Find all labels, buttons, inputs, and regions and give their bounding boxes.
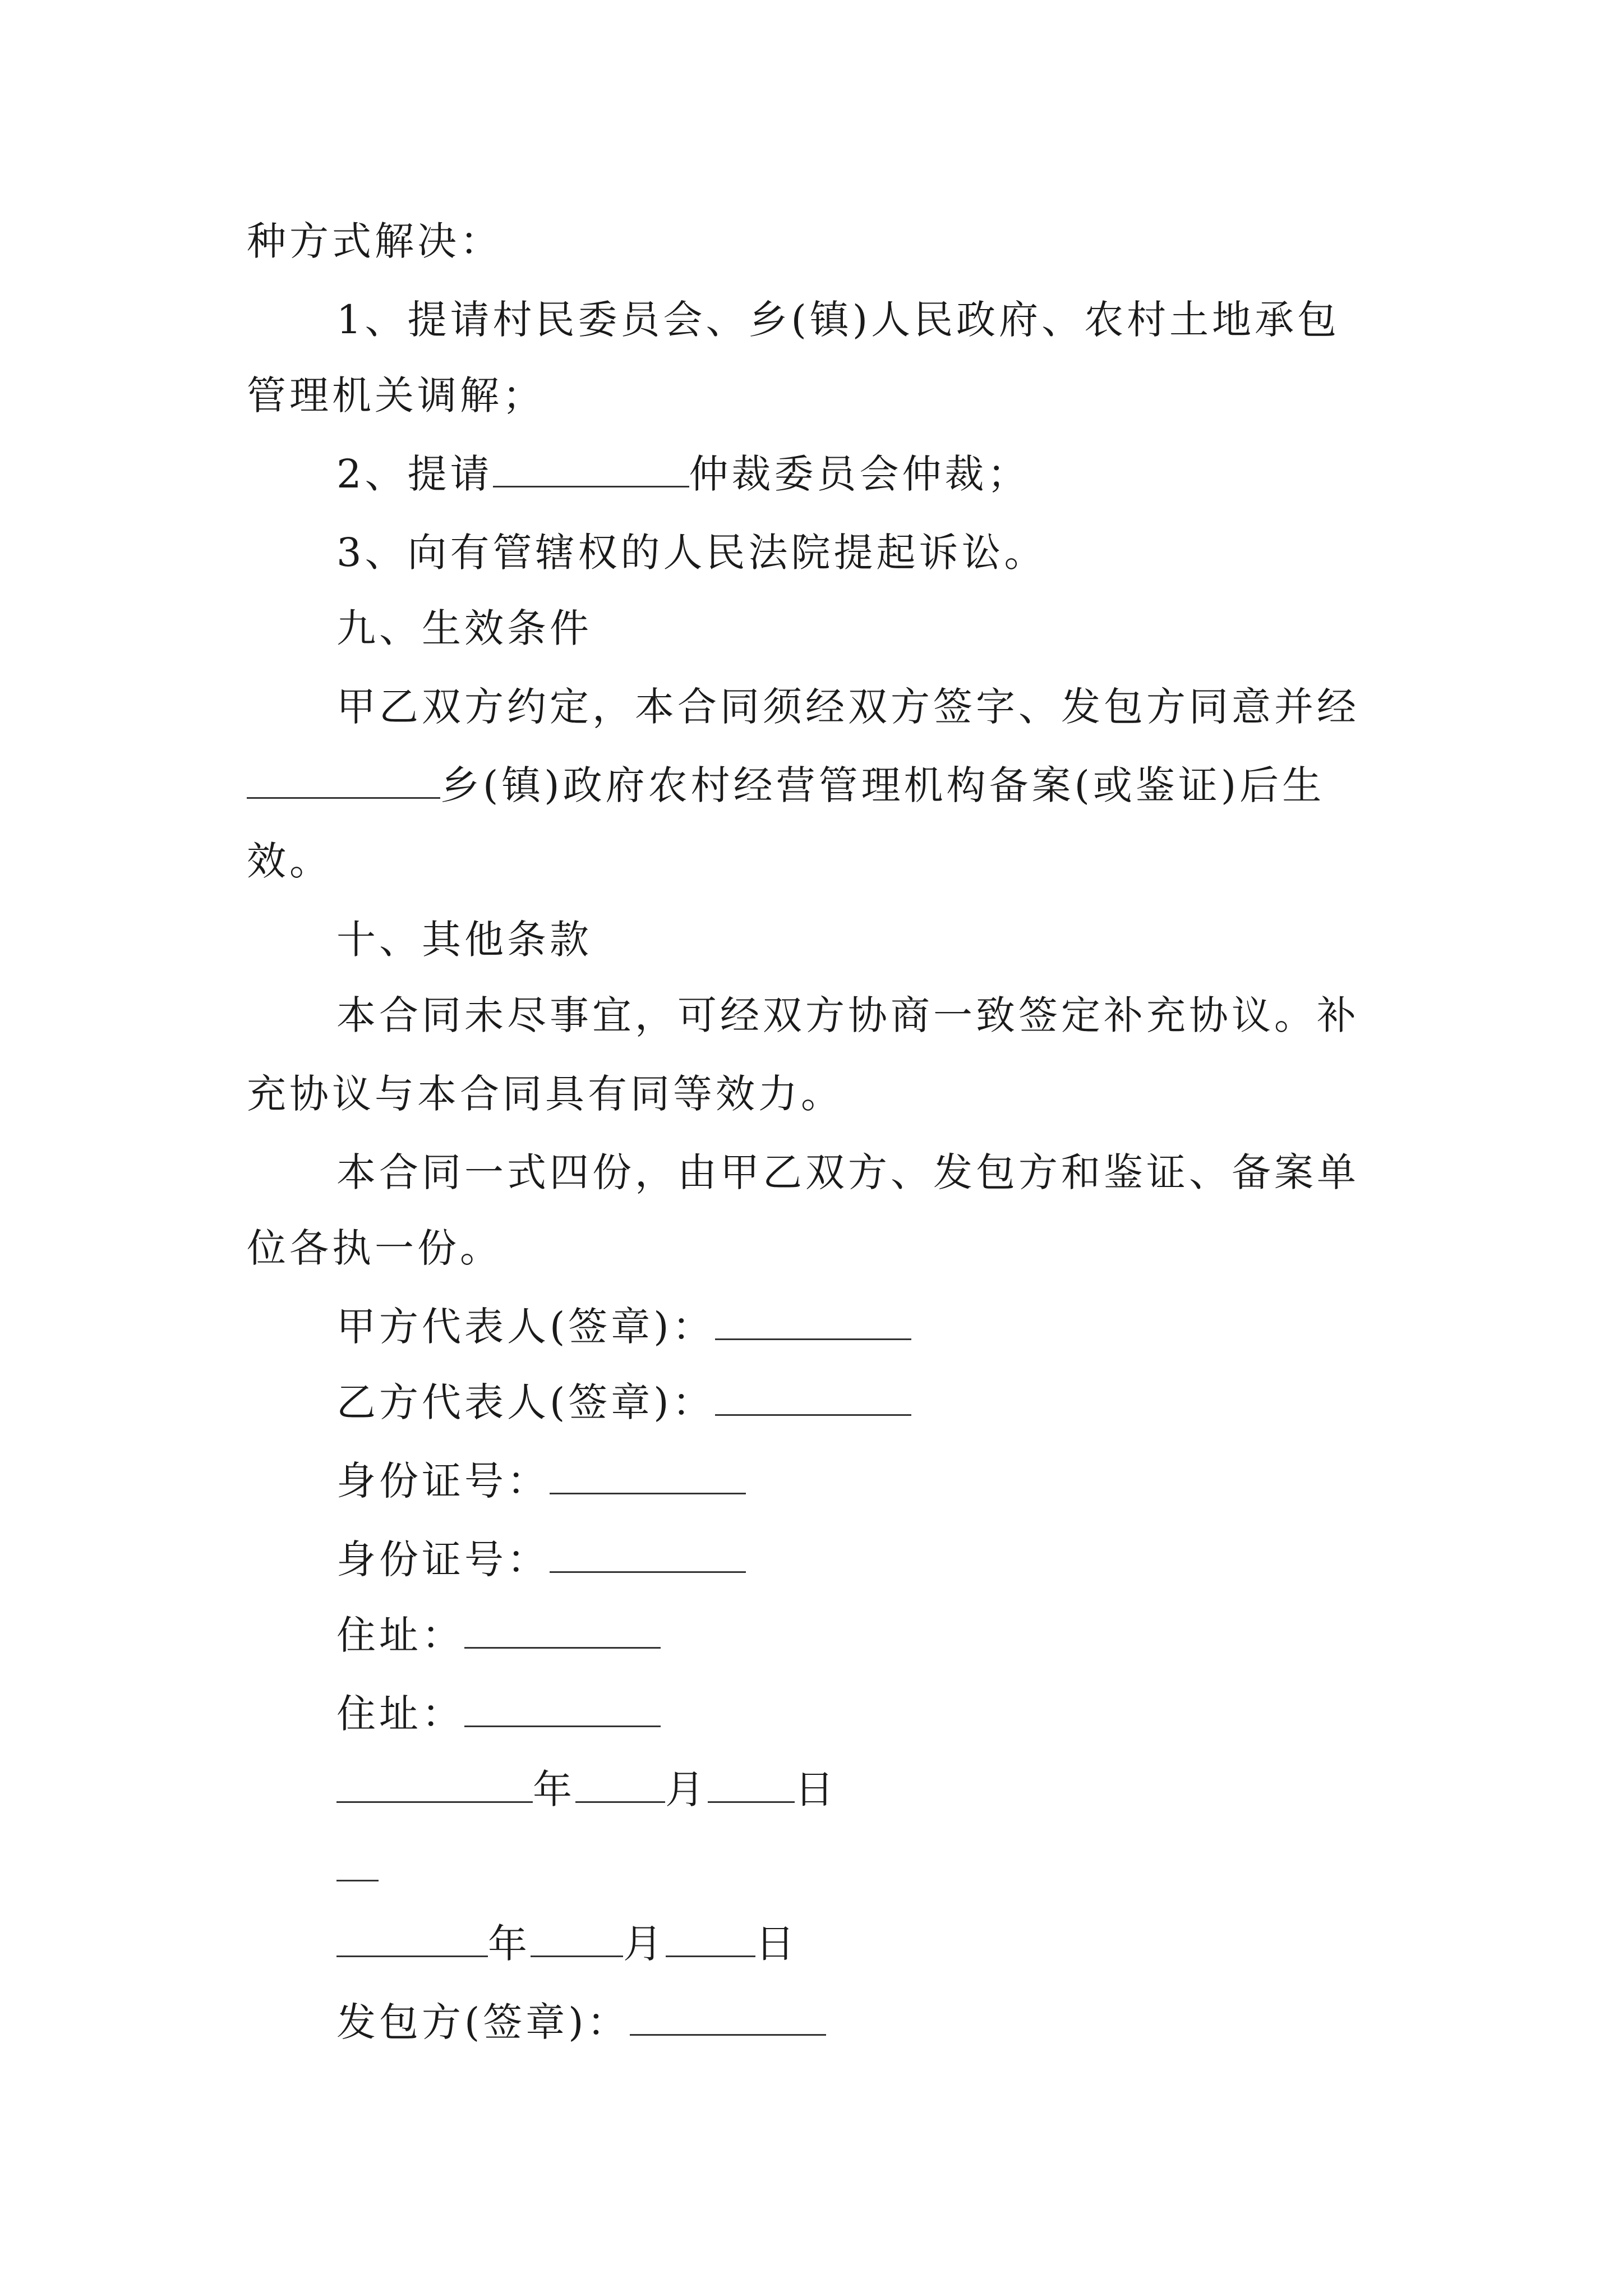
text-line <box>336 451 1030 497</box>
address-field <box>464 1616 661 1649</box>
text-span: 1、提请村民委员会、乡(镇)人民政府、农村土地承包 <box>336 297 1340 343</box>
text-line <box>336 530 1047 576</box>
signature-line <box>336 1379 911 1425</box>
text-span: 充协议与本合同具有同等效力。 <box>247 1071 843 1117</box>
text-line <box>247 1071 843 1117</box>
text-line <box>247 372 545 418</box>
label: 住址： <box>336 1612 464 1658</box>
id-number-line <box>336 1536 746 1582</box>
label: 日 <box>795 1766 837 1812</box>
label: 身份证号： <box>336 1536 550 1582</box>
text-line <box>336 297 1340 343</box>
label: 月 <box>623 1921 666 1967</box>
day-field <box>666 1924 755 1957</box>
id-number-field <box>550 1540 746 1573</box>
short-blank-line <box>336 1848 379 1888</box>
text-span: 十、其他条款 <box>336 917 592 963</box>
text-span: 九、生效条件 <box>336 605 592 651</box>
section-heading <box>336 917 592 963</box>
id-number-line <box>336 1458 746 1504</box>
signature-field <box>630 2003 826 2036</box>
label: 年 <box>488 1921 531 1967</box>
label: 身份证号： <box>336 1458 550 1504</box>
label: 日 <box>755 1921 798 1967</box>
date-line <box>336 1921 798 1967</box>
text-span: 乡(镇)政府农村经营管理机构备案(或鉴证)后生 <box>440 762 1325 808</box>
address-line <box>336 1691 661 1737</box>
blank-field <box>493 454 689 487</box>
label: 甲方代表人(签章)： <box>336 1304 715 1350</box>
signature-field <box>715 1307 911 1340</box>
text-span: 仲裁委员会仲裁； <box>689 451 1030 497</box>
text-span: 管理机关调解； <box>247 372 545 418</box>
blank-field <box>247 766 440 799</box>
text-line <box>247 218 502 264</box>
signature-field <box>715 1383 911 1416</box>
text-span: 本合同一式四份，由甲乙双方、发包方和鉴证、备案单 <box>336 1149 1359 1195</box>
text-line <box>247 1225 502 1271</box>
text-line <box>247 762 1325 808</box>
text-span: 本合同未尽事宜，可经双方协商一致签定补充协议。补 <box>336 992 1359 1038</box>
label: 月 <box>665 1766 708 1812</box>
text-span: 2、提请 <box>336 451 493 497</box>
label: 年 <box>533 1766 575 1812</box>
blank-field <box>336 1848 379 1881</box>
text-line <box>247 838 332 884</box>
year-field <box>336 1924 488 1957</box>
label: 乙方代表人(签章)： <box>336 1379 715 1425</box>
label: 发包方(签章)： <box>336 1999 630 2045</box>
date-line <box>336 1766 837 1812</box>
signature-line <box>336 1999 826 2045</box>
section-heading <box>336 605 592 651</box>
year-field <box>336 1770 533 1803</box>
text-line <box>336 1149 1359 1195</box>
address-line <box>336 1612 661 1658</box>
text-line <box>336 992 1359 1038</box>
text-span: 效。 <box>247 838 332 884</box>
month-field <box>575 1770 665 1803</box>
day-field <box>708 1770 795 1803</box>
signature-line <box>336 1304 911 1350</box>
month-field <box>531 1924 623 1957</box>
text-span: 种方式解决： <box>247 218 502 264</box>
id-number-field <box>550 1461 746 1494</box>
text-span: 位各执一份。 <box>247 1225 502 1271</box>
label: 住址： <box>336 1691 464 1737</box>
text-span: 3、向有管辖权的人民法院提起诉讼。 <box>336 530 1047 576</box>
address-field <box>464 1694 661 1727</box>
text-line <box>336 684 1359 730</box>
text-span: 甲乙双方约定，本合同须经双方签字、发包方同意并经 <box>336 684 1359 730</box>
